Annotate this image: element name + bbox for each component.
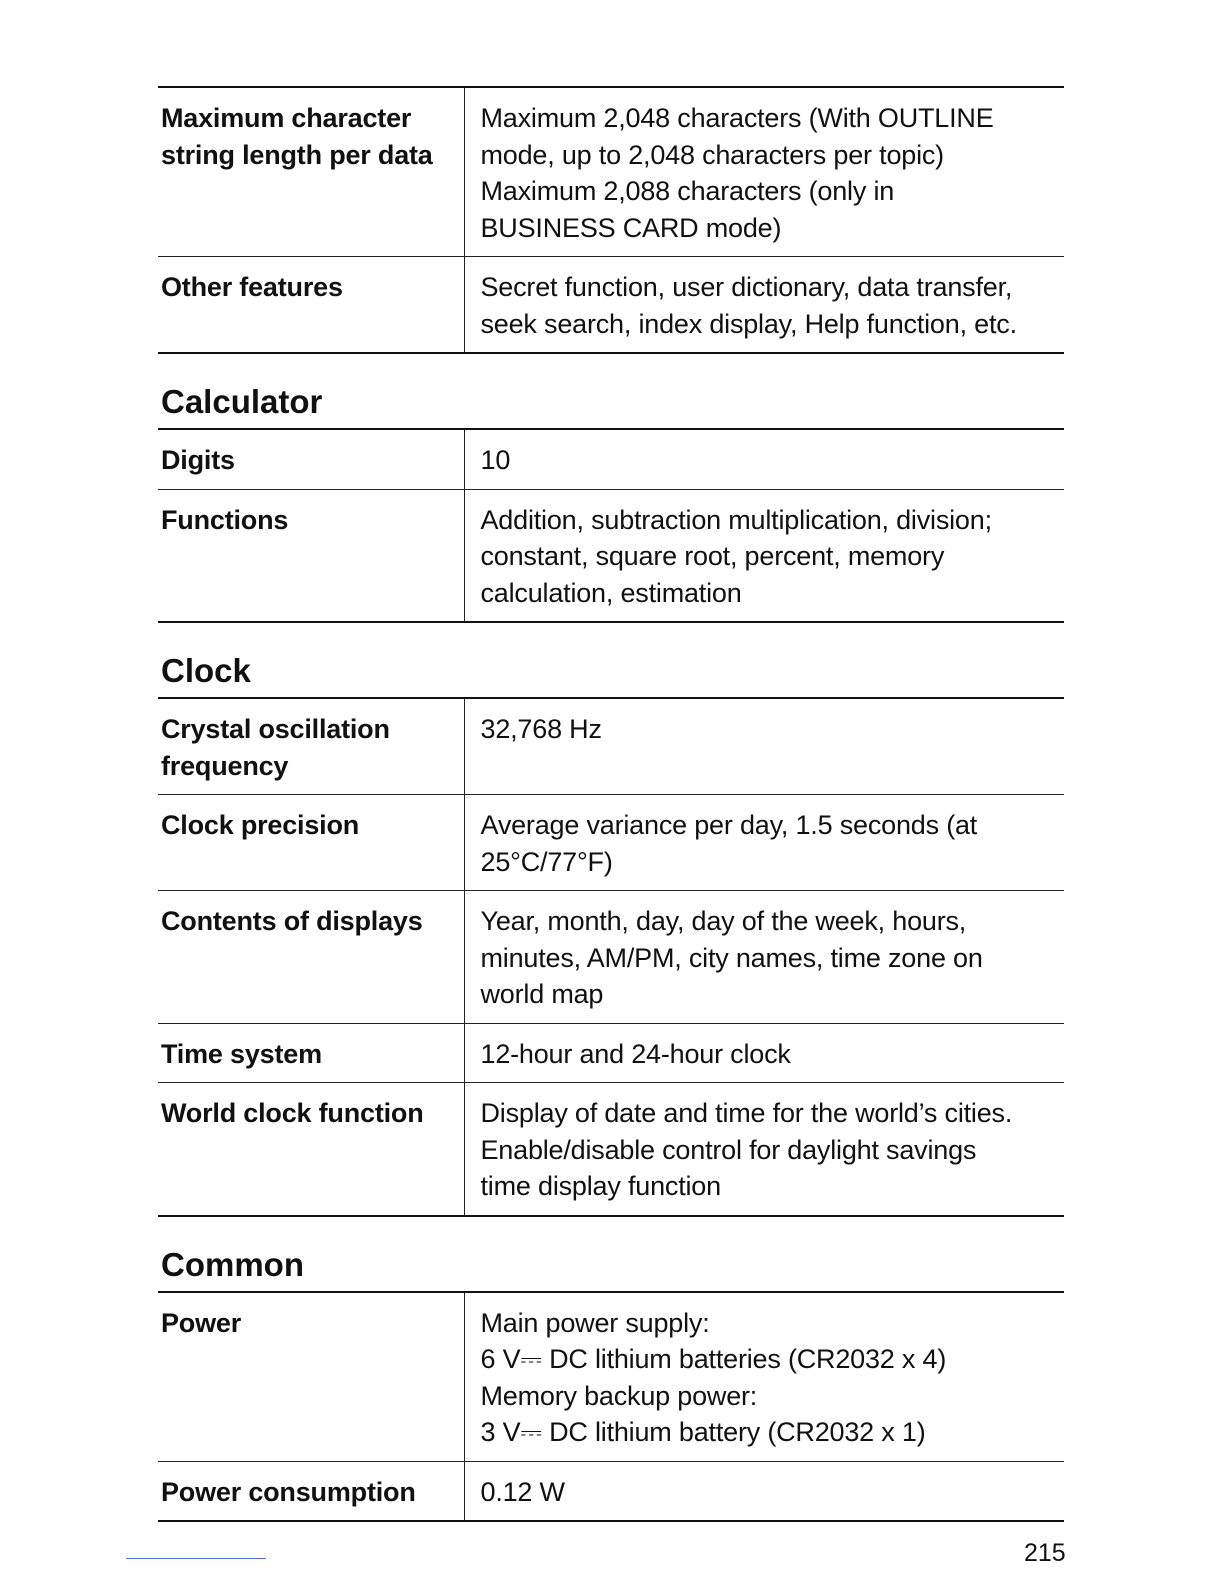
table-row (158, 87, 1064, 257)
spec-value: 12-hour and 24-hour clock (464, 1023, 1064, 1083)
spec-value: 32,768 Hz (464, 698, 1064, 795)
spec-label: Functions (158, 489, 464, 622)
spec-label: Power consumption (158, 1461, 464, 1521)
table-row (158, 429, 1064, 489)
spec-value: Maximum 2,048 characters (With OUTLINE mode, up to 2,048 characters per topic) Maximum 2,088 characters (only in BUSINESS CARD mode) (464, 87, 1064, 257)
spec-page (158, 86, 1064, 1522)
spec-label: World clock function (158, 1083, 464, 1216)
table-row (158, 795, 1064, 891)
spec-table-common (158, 1291, 1064, 1523)
spec-value: Secret function, user dictionary, data transfer, seek search, index display, Help function, etc. (464, 257, 1064, 354)
spec-label: Maximum character string length per data (158, 87, 464, 257)
spec-label: Power (158, 1292, 464, 1462)
footer-rule (126, 1558, 266, 1559)
section-title-common: Common (161, 1245, 304, 1283)
spec-value: Main power supply: 6 V⎓ DC lithium batteries (CR2032 x 4) Memory backup power: 3 V⎓ DC lithium battery (CR2032 x 1) (464, 1292, 1064, 1462)
spec-table-calculator (158, 428, 1064, 623)
spec-table-clock (158, 697, 1064, 1217)
spec-value: 10 (464, 429, 1064, 489)
table-row (158, 1292, 1064, 1462)
table-row (158, 257, 1064, 354)
table-row (158, 1023, 1064, 1083)
table-row (158, 489, 1064, 622)
spec-label: Crystal oscillation frequency (158, 698, 464, 795)
spec-value: Display of date and time for the world’s cities. Enable/disable control for daylight savings time display function (464, 1083, 1064, 1216)
table-row (158, 698, 1064, 795)
spec-value: Average variance per day, 1.5 seconds (at 25°C/77°F) (464, 795, 1064, 891)
spec-label: Clock precision (158, 795, 464, 891)
table-row (158, 891, 1064, 1024)
spec-label: Other features (158, 257, 464, 354)
spec-label: Time system (158, 1023, 464, 1083)
spec-label: Contents of displays (158, 891, 464, 1024)
page-number: 215 (1024, 1539, 1066, 1567)
section-title-clock: Clock (161, 652, 251, 689)
spec-value: Year, month, day, day of the week, hours, minutes, AM/PM, city names, time zone on world map (464, 891, 1064, 1024)
table-row (158, 1083, 1064, 1216)
spec-table-general (158, 86, 1064, 354)
spec-value: Addition, subtraction multiplication, division; constant, square root, percent, memory calculation, estimation (464, 489, 1064, 622)
spec-value: 0.12 W (464, 1461, 1064, 1521)
table-row (158, 1461, 1064, 1521)
section-title-calculator: Calculator (161, 383, 323, 420)
spec-label: Digits (158, 429, 464, 489)
